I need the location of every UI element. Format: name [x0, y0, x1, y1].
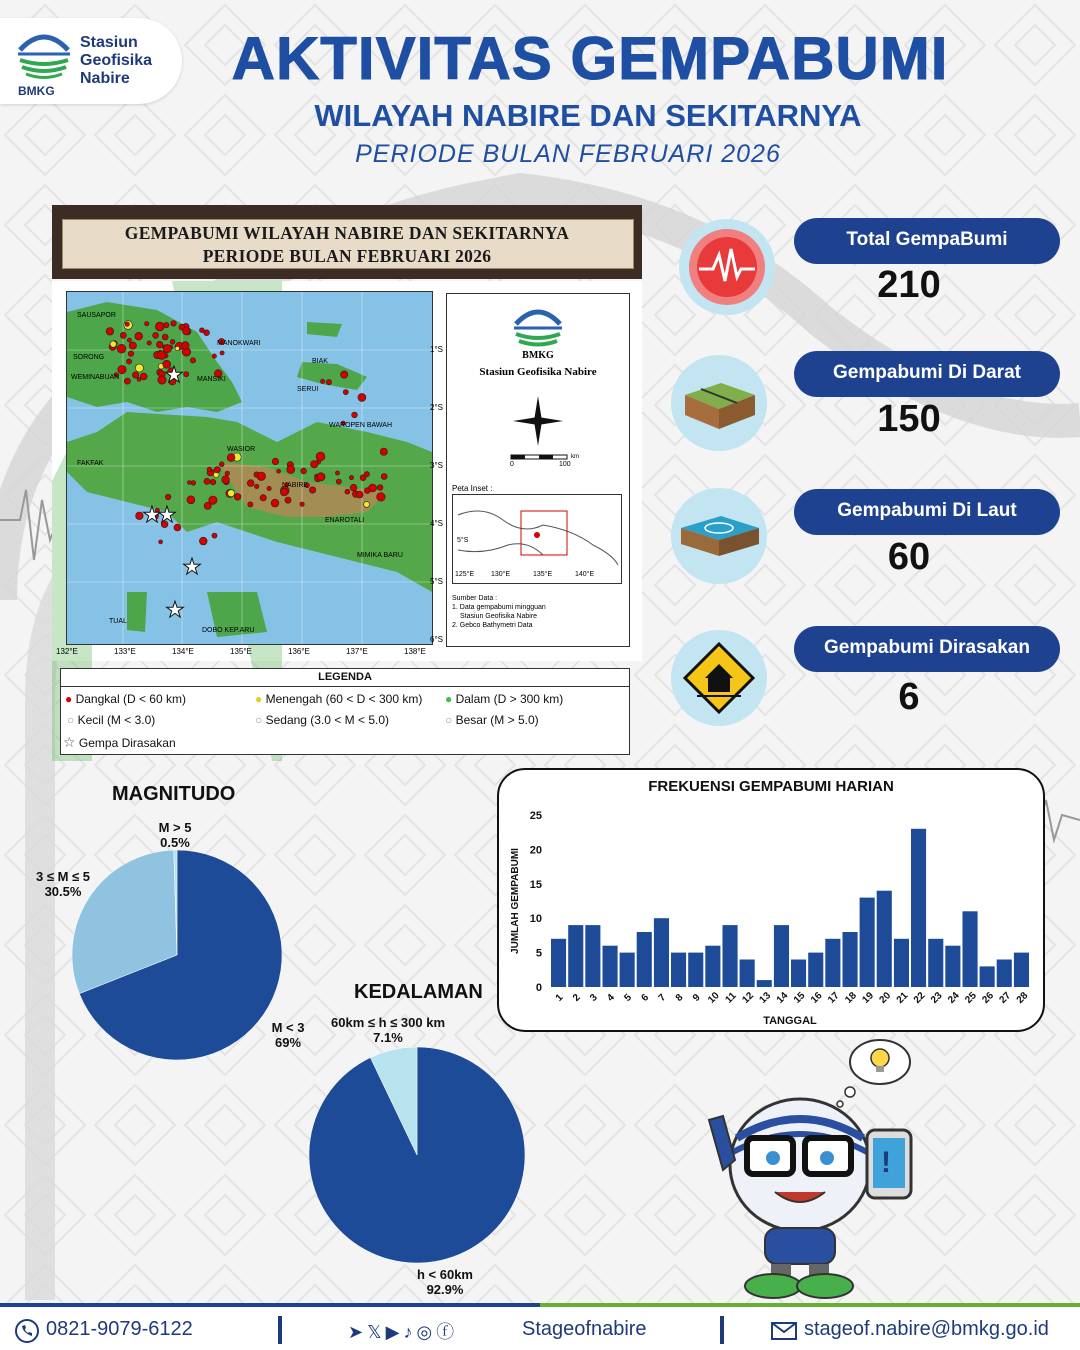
earthquake-dot	[155, 322, 164, 331]
earthquake-dot	[272, 458, 279, 465]
place-label: ENAROTALI	[325, 517, 365, 524]
footer-phone[interactable]: 0821-9079-6122	[46, 1318, 193, 1340]
earthquake-dot	[267, 486, 271, 490]
earthquake-dot	[171, 321, 177, 327]
bmkg-logo-icon	[511, 302, 565, 354]
bar	[740, 960, 755, 988]
map-bmkg-label: BMKG	[522, 350, 554, 361]
compass-icon	[511, 394, 565, 448]
earthquake-dot	[326, 379, 331, 384]
earthquake-dot	[358, 393, 366, 401]
legend-large-label: Besar (M > 5.0)	[455, 713, 539, 727]
map-longitude-ticks	[56, 647, 441, 659]
x-tick-label: 9	[690, 992, 703, 1004]
slice-label: M < 3	[271, 1020, 305, 1035]
mascot-illustration	[695, 1020, 925, 1300]
earthquake-dot	[248, 502, 253, 507]
x-tick-label: 14	[774, 990, 791, 1006]
bar	[568, 925, 583, 987]
house-warning-icon	[671, 630, 767, 726]
earthquake-dot	[187, 481, 191, 485]
bar	[791, 960, 806, 988]
place-label: SERUI	[297, 386, 319, 393]
earthquake-dot	[234, 493, 241, 500]
x-tick-label: 11	[723, 990, 739, 1006]
earthquake-dot	[156, 341, 163, 348]
felt-earthquake-star: ★	[157, 503, 177, 528]
bar	[843, 932, 858, 987]
earthquake-dot	[343, 390, 348, 395]
depth-pie-chart	[309, 1047, 525, 1263]
bar	[825, 939, 840, 987]
lon-tick-label: 132°E	[56, 647, 78, 656]
legend-medium-label: Menengah (60 < D < 300 km)	[265, 692, 423, 706]
stat-icon-circle	[679, 219, 775, 315]
felt-earthquake-star: ★	[182, 555, 202, 580]
y-tick-label: 10	[529, 913, 542, 926]
y-tick-label: 20	[529, 844, 542, 857]
earthquake-dot	[204, 330, 210, 336]
earthquake-dot	[364, 501, 370, 507]
slice-value: 30.5%	[44, 884, 82, 899]
earthquake-dot	[317, 473, 325, 481]
x-tick-label: 3	[588, 992, 600, 1004]
slice-label: 3 ≤ M ≤ 5	[35, 869, 90, 884]
place-label: WASIOR	[227, 446, 256, 453]
earthquake-dot	[227, 454, 235, 462]
pie-label-mag-medium	[24, 869, 102, 899]
earthquake-dot	[341, 371, 348, 378]
slice-label: h < 60km	[416, 1267, 473, 1282]
stat-label-total: Total GempaBumi	[794, 218, 1060, 264]
earthquake-dot	[377, 493, 386, 502]
large-circle-icon: ○	[445, 713, 453, 727]
earthquake-dot	[287, 466, 295, 474]
earthquake-dot	[320, 379, 324, 383]
bar	[620, 953, 635, 987]
lat-tick-label: 2°S	[430, 403, 443, 412]
earthquake-dot	[352, 412, 358, 418]
earthquake-dot	[225, 471, 230, 476]
slice-label: 60km ≤ h ≤ 300 km	[331, 1015, 445, 1030]
bar-chart-title: FREKUENSI GEMPABUMI HARIAN	[648, 778, 894, 795]
legend-felt	[63, 734, 176, 751]
shallow-dot-icon: ●	[65, 692, 73, 706]
earthquake-dot	[381, 474, 387, 480]
earthquake-dot	[182, 328, 189, 335]
earthquake-dot	[159, 540, 163, 544]
inset-lon-3: 135°E	[533, 571, 553, 578]
map-info-panel	[446, 293, 630, 647]
earthquake-dot	[228, 490, 235, 497]
slice-label: M > 5	[158, 820, 192, 835]
earthquake-dot	[117, 344, 126, 353]
y-tick-label: 5	[535, 947, 542, 960]
earthquake-dot	[140, 373, 147, 380]
x-tick-label: 18	[843, 990, 859, 1006]
earthquake-dot	[120, 332, 126, 338]
earthquake-dot	[135, 332, 143, 340]
x-tick-label: 17	[826, 990, 842, 1006]
x-tick-label: 26	[980, 990, 997, 1006]
earthquake-dot	[129, 342, 136, 349]
bar	[963, 911, 978, 987]
lon-tick-label: 133°E	[114, 647, 136, 656]
inset-label: Peta Inset :	[452, 484, 493, 493]
medium-dot-icon: ●	[255, 692, 263, 706]
earthquake-dot	[285, 497, 291, 503]
source-1b: Stasiun Geofisika Nabire	[460, 613, 538, 620]
scale-zero: 0	[510, 461, 514, 468]
map-legend	[60, 668, 630, 755]
bar	[860, 898, 875, 987]
earthquake-dot	[311, 461, 318, 468]
bar	[1014, 953, 1029, 987]
inset-map-drawing	[453, 495, 621, 583]
legend-moderate-label: Sedang (3.0 < M < 5.0)	[265, 713, 390, 727]
legend-deep-label: Dalam (D > 300 km)	[455, 692, 564, 706]
pie-label-depth-shallow	[400, 1267, 490, 1297]
youtube-icon[interactable]: ▶	[385, 1322, 404, 1342]
bar	[997, 960, 1012, 988]
slice-value: 0.5%	[160, 835, 190, 850]
inset-lon-4: 140°E	[575, 571, 595, 578]
legend-large	[445, 713, 539, 727]
x-tick-label: 12	[740, 990, 757, 1006]
y-axis-label: JUMLAH GEMPABUMI	[510, 848, 521, 954]
slice-value: 92.9%	[426, 1282, 464, 1297]
bar	[894, 939, 909, 987]
y-tick-label: 15	[529, 878, 542, 891]
stat-icon-circle	[671, 355, 767, 451]
stat-label-land: Gempabumi Di Darat	[794, 351, 1060, 397]
earthquake-dot	[349, 475, 353, 479]
place-label: DOBO KEP.ARU	[202, 627, 255, 634]
earthquake-dot	[153, 332, 159, 338]
bar	[980, 966, 995, 987]
earthquake-dot	[335, 471, 339, 475]
inset-map	[452, 494, 622, 584]
earthquake-dot	[145, 322, 149, 326]
stat-value-sea: 60	[887, 536, 931, 578]
bar	[808, 953, 823, 987]
email-icon	[770, 1320, 798, 1342]
footer-social-handle[interactable]: Stageofnabire	[522, 1318, 647, 1340]
bar	[945, 946, 960, 987]
footer-separator	[278, 1316, 282, 1344]
logo-bmkg: BMKG	[18, 84, 55, 98]
place-label: SAUSAPOR	[77, 312, 116, 319]
earthquake-map	[66, 291, 433, 645]
bar	[774, 925, 789, 987]
legend-title: LEGENDA	[61, 669, 629, 687]
earthquake-dot	[280, 488, 288, 496]
earthquake-dot	[191, 481, 196, 486]
moderate-circle-icon: ○	[255, 713, 263, 727]
x-tick-label: 4	[605, 992, 617, 1004]
place-label: BIAK	[312, 358, 328, 365]
earthquake-dot	[118, 365, 126, 373]
x-tick-label: 7	[656, 992, 669, 1004]
place-label: MANSIKI	[197, 376, 226, 383]
footer-email[interactable]: stageof.nabire@bmkg.go.id	[804, 1318, 1049, 1340]
x-tick-label: 1	[553, 992, 566, 1004]
bar-chart-plot	[500, 800, 1040, 1026]
earthquake-dot	[380, 448, 387, 455]
pie-label-mag-small	[262, 1020, 314, 1050]
earthquake-dot	[219, 462, 224, 467]
place-label: TUAL	[109, 618, 127, 625]
earthquake-dot	[110, 341, 116, 347]
earthquake-dot	[247, 480, 254, 487]
x-tick-label: 5	[622, 992, 635, 1004]
slice-value: 7.1%	[373, 1030, 403, 1045]
x-tick-label: 21	[894, 990, 911, 1006]
sea-fault-icon	[671, 488, 767, 584]
telegram-icon[interactable]: ➤	[348, 1322, 368, 1342]
bar	[603, 946, 618, 987]
earthquake-dot	[350, 484, 357, 491]
x-tick-label: 19	[860, 990, 877, 1006]
earthquake-dot	[127, 359, 132, 364]
social-icons	[348, 1318, 458, 1344]
lon-tick-label: 134°E	[172, 647, 194, 656]
x-icon[interactable]: 𝕏	[367, 1322, 386, 1342]
x-tick-label: 6	[639, 992, 652, 1004]
logo-line-2: Geofisika	[80, 52, 153, 69]
slice-value: 69%	[274, 1035, 302, 1050]
x-tick-label: 28	[1014, 990, 1031, 1006]
earthquake-dot	[124, 378, 130, 384]
map-header-line-2: PERIODE BULAN FEBRUARI 2026	[202, 246, 492, 266]
stat-label-sea: Gempabumi Di Laut	[794, 489, 1060, 535]
magnitude-pie-title: MAGNITUDO	[112, 783, 236, 805]
y-tick-label: 25	[529, 810, 542, 822]
page-title: AKTIVITAS GEMPABUMI	[231, 25, 949, 92]
earthquake-dot	[209, 496, 217, 504]
x-tick-label: 27	[997, 990, 1014, 1006]
earthquake-dot	[301, 468, 307, 474]
stat-value-total: 210	[877, 264, 941, 306]
scale-hundred: 100	[559, 461, 571, 468]
earthquake-dot	[356, 491, 363, 498]
place-label: NABIRE	[282, 482, 309, 489]
earthquake-dot	[309, 487, 315, 493]
map-station-label: Stasiun Geofisika Nabire	[479, 366, 597, 378]
earthquake-dot	[135, 364, 143, 372]
stat-icon-circle	[671, 488, 767, 584]
x-tick-label: 10	[706, 990, 722, 1006]
legend-small	[67, 713, 155, 727]
x-tick-label: 16	[808, 990, 825, 1006]
x-tick-label: 25	[963, 990, 979, 1006]
earthquake-dot	[128, 351, 134, 357]
lat-tick-label: 3°S	[430, 461, 443, 470]
earthquake-dot	[199, 537, 207, 545]
deep-dot-icon: ●	[445, 692, 453, 706]
earthquake-dot	[170, 339, 175, 344]
inset-lat: 5°S	[457, 537, 469, 544]
x-tick-label: 20	[877, 990, 894, 1006]
logo-line-1: Stasiun	[80, 34, 138, 51]
map-latitude-ticks	[430, 291, 446, 643]
bar	[757, 980, 772, 987]
facebook-icon[interactable]: ⓕ	[436, 1322, 459, 1342]
place-label: WEMINABUAN	[71, 374, 120, 381]
star-icon: ☆	[63, 734, 76, 750]
earthquake-dot	[212, 533, 217, 538]
bar	[705, 946, 720, 987]
earthquake-dot	[222, 476, 230, 484]
map-header-title	[62, 222, 632, 268]
earthquake-dot	[336, 479, 341, 484]
lon-tick-label: 138°E	[404, 647, 426, 656]
svg-text:!: !	[881, 1146, 891, 1179]
bar	[637, 932, 652, 987]
x-axis-label: TANGGAL	[763, 1015, 817, 1026]
x-tick-label: 8	[673, 992, 686, 1004]
legend-shallow	[65, 692, 186, 706]
x-tick-label: 13	[757, 990, 774, 1006]
page-period: PERIODE BULAN FEBRUARI 2026	[355, 140, 781, 168]
tiktok-icon[interactable]: ♪	[403, 1322, 417, 1342]
bar	[877, 891, 892, 987]
inset-lon-2: 130°E	[491, 571, 511, 578]
earthquake-dot	[300, 502, 304, 506]
stat-label-felt: Gempabumi Dirasakan	[794, 626, 1060, 672]
source-title: Sumber Data :	[452, 595, 498, 602]
lon-tick-label: 135°E	[230, 647, 252, 656]
map-header-line-1: GEMPABUMI WILAYAH NABIRE DAN SEKITARNYA	[124, 223, 570, 243]
earthquake-dot	[157, 351, 166, 360]
scale-unit: km	[571, 454, 579, 460]
lat-tick-label: 4°S	[430, 519, 443, 528]
phone-icon	[14, 1318, 40, 1344]
earthquake-dot	[106, 328, 114, 336]
earthquake-dot	[212, 354, 216, 358]
earthquake-dot	[125, 322, 129, 326]
x-tick-label: 24	[946, 990, 962, 1006]
place-label: WAROPEN BAWAH	[329, 422, 393, 429]
page-subtitle: WILAYAH NABIRE DAN SEKITARNYA	[314, 98, 862, 133]
small-circle-icon: ○	[67, 713, 75, 727]
earthquake-dot	[204, 478, 210, 484]
earthquake-dot	[277, 469, 281, 473]
earthquake-dot	[181, 342, 189, 350]
place-label: MANOKWARI	[217, 340, 261, 347]
earthquake-dot	[254, 484, 259, 489]
bar	[911, 829, 926, 987]
bar	[671, 953, 686, 987]
instagram-icon[interactable]: ◎	[416, 1322, 437, 1342]
earthquake-dot	[187, 496, 195, 504]
source-2: 2. Gebco Bathymetri Data	[452, 622, 533, 629]
magnitude-pie-chart	[72, 850, 282, 1060]
lat-tick-label: 6°S	[430, 635, 443, 644]
depth-pie-title: KEDALAMAN	[354, 981, 483, 1003]
land-fault-icon	[671, 355, 767, 451]
x-tick-label: 2	[570, 992, 583, 1004]
earthquake-dot	[175, 346, 179, 350]
legend-shallow-label: Dangkal (D < 60 km)	[75, 692, 186, 706]
earthquake-dot	[260, 495, 266, 501]
earthquake-dot	[220, 351, 224, 355]
earthquake-dot	[190, 358, 195, 363]
seismograph-icon	[679, 219, 775, 315]
bar	[928, 939, 943, 987]
legend-deep	[445, 692, 563, 706]
place-label: FAKFAK	[77, 460, 104, 467]
earthquake-dot	[257, 472, 266, 481]
earthquake-dot	[165, 494, 171, 500]
legend-felt-label: Gempa Dirasakan	[78, 736, 176, 750]
earthquake-dot	[132, 372, 138, 378]
x-tick-label: 23	[928, 990, 945, 1006]
bar	[723, 925, 738, 987]
lat-tick-label: 5°S	[430, 577, 443, 586]
felt-earthquake-star: ★	[164, 363, 184, 388]
x-tick-label: 15	[791, 990, 808, 1006]
inset-lon-1: 125°E	[455, 571, 475, 578]
earthquake-dot	[377, 485, 383, 491]
earthquake-dot	[127, 338, 131, 342]
earthquake-dot	[162, 334, 168, 340]
place-label: SORONG	[73, 354, 105, 361]
earthquake-dot	[214, 467, 220, 473]
stat-value-felt: 6	[898, 676, 920, 718]
legend-medium	[255, 692, 422, 706]
legend-moderate	[255, 713, 389, 727]
bar	[551, 939, 566, 987]
earthquake-dot	[364, 488, 370, 494]
lon-tick-label: 137°E	[346, 647, 368, 656]
felt-earthquake-star: ★	[142, 503, 162, 528]
bar	[585, 925, 600, 987]
earthquake-dot	[271, 499, 279, 507]
pie-label-mag-large	[140, 820, 210, 850]
lon-tick-label: 136°E	[288, 647, 310, 656]
earthquake-dot	[184, 372, 189, 377]
earthquake-dot	[316, 452, 325, 461]
source-1: 1. Data gempabumi mingguan	[452, 604, 546, 611]
earthquake-dot	[207, 467, 212, 472]
earthquake-dot	[147, 341, 151, 345]
footer-separator	[720, 1316, 724, 1344]
earthquake-dot	[345, 489, 350, 494]
place-label: MIMIKA BARU	[357, 552, 403, 559]
lat-tick-label: 1°S	[430, 345, 443, 354]
stat-icon-circle	[671, 630, 767, 726]
felt-earthquake-star: ★	[165, 598, 185, 623]
earthquake-dot	[210, 479, 216, 485]
stat-value-land: 150	[877, 398, 941, 440]
legend-small-label: Kecil (M < 3.0)	[77, 713, 156, 727]
logo-line-3: Nabire	[80, 70, 130, 87]
map-source	[452, 594, 546, 630]
x-tick-label: 22	[911, 990, 928, 1006]
bar	[688, 953, 703, 987]
pie-label-depth-medium	[320, 1015, 456, 1045]
earthquake-dot	[360, 475, 366, 481]
y-tick-label: 0	[535, 982, 542, 994]
bar	[654, 918, 669, 987]
